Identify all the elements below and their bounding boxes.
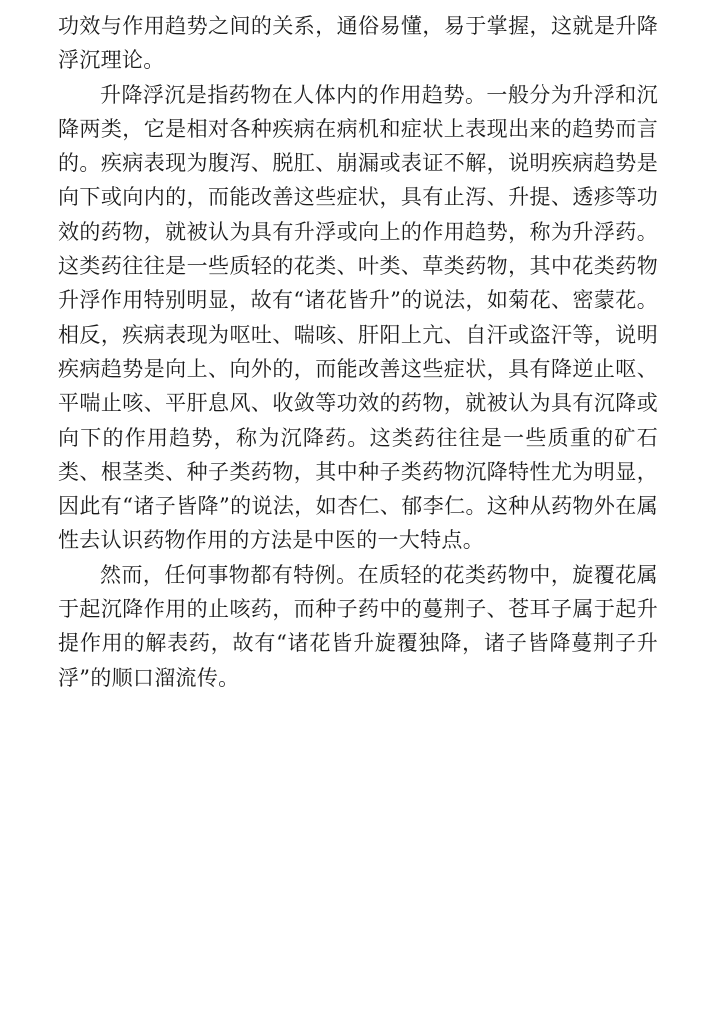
paragraph-exceptions: 然而，任何事物都有特例。在质轻的花类药物中，旋覆花属于起沉降作用的止咳药，而种子药中的蔓荆子、苍耳子属于起升提作用的解表药，故有“诸花皆升旋覆独降，诸子皆降蔓荆子升浮”的顺口溜流传。 (58, 562, 658, 690)
document-page (58, 9, 658, 695)
paragraph-definition: 升降浮沉是指药物在人体内的作用趋势。一般分为升浮和沉降两类，它是相对各种疾病在病机和症状上表现出来的趋势而言的。疾病表现为腹泻、脱肛、崩漏或表证不解，说明疾病趋势是向下或向内的，而能改善这些症状，具有止泻、升提、透疹等功效的药物，就被认为具有升浮或向上的作用趋势，称为升浮药。这类药往往是一些质轻的花类、叶类、草类药物，其中花类药物升浮作用特别明显，故有“诸花皆升”的说法，如菊花、密蒙花。相反，疾病表现为呕吐、喘咳、肝阳上亢、自汗或盗汗等，说明疾病趋势是向上、向外的，而能改善这些症状，具有降逆止呕、平喘止咳、平肝息风、收敛等功效的药物，就被认为具有沉降或向下的作用趋势，称为沉降药。这类药往往是一些质重的矿石类、根茎类、种子类药物，其中种子类药物沉降特性尤为明显，因此有“诸子皆降”的说法，如杏仁、郁李仁。这种从药物外在属性去认识药物作用的方法是中医的一大特点。 (58, 82, 658, 553)
paragraph-continued: 功效与作用趋势之间的关系，通俗易懂，易于掌握，这就是升降浮沉理论。 (58, 14, 658, 73)
